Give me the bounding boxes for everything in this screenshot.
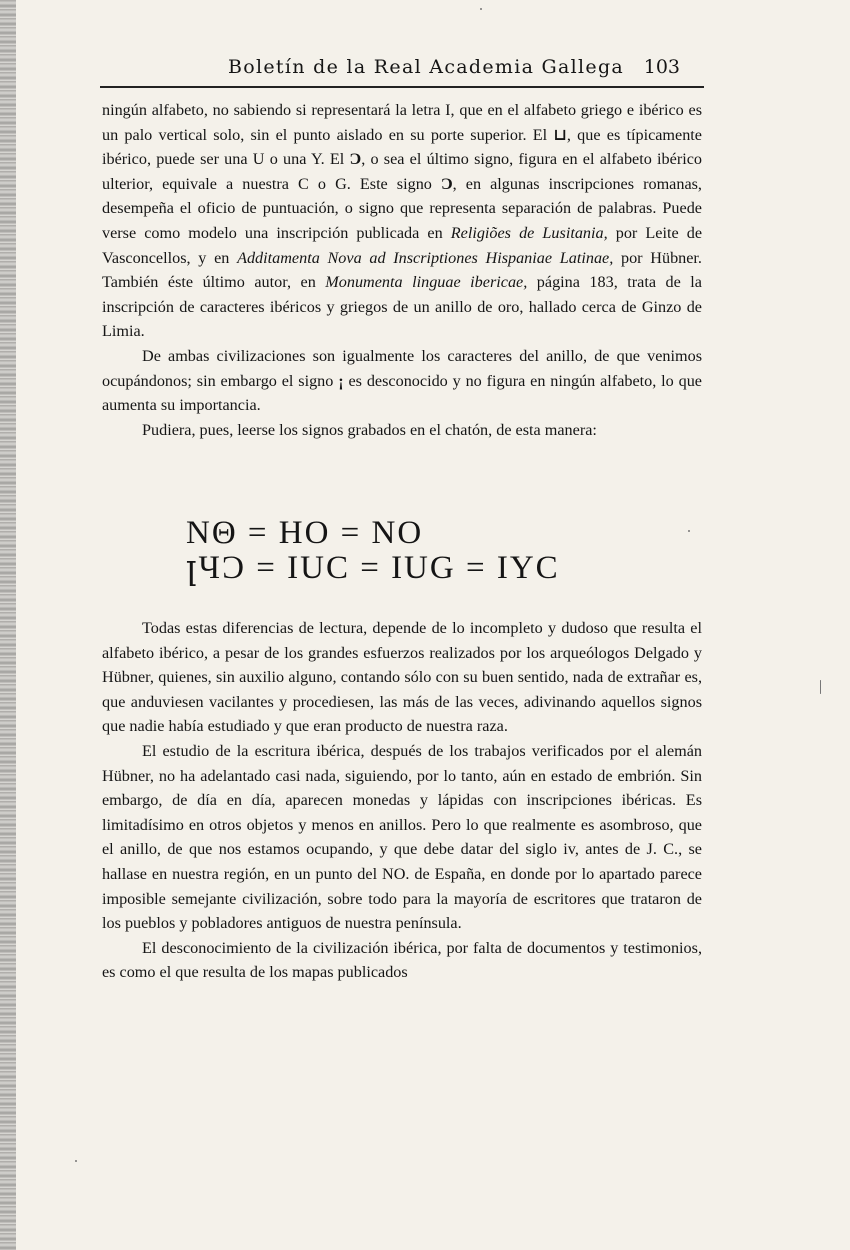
italic-title: Additamenta Nova ad Inscriptiones Hispaniae Latinae,: [237, 248, 614, 267]
paragraph: [102, 344, 702, 418]
paragraph: [102, 418, 702, 443]
paragraph: [102, 936, 702, 985]
print-speck: [688, 530, 690, 532]
iberian-sign: ¡: [338, 371, 344, 390]
page-binding-edge: [0, 0, 16, 1250]
text-run: Pudiera, pues, leerse los signos grabados en el chatón, de esta manera:: [142, 420, 597, 439]
print-speck: [480, 8, 482, 10]
formula-line-1: NΘ = HO = NO: [186, 515, 424, 551]
text-run: De ambas civilizaciones son igualmente los caracteres del anillo, de que venimos ocupándonos; sin embargo el signo: [102, 346, 702, 390]
text-run: El desconocimiento de la civilización ibérica, por falta de documentos y testimonios, es como el que resulta de los mapas publicados: [102, 938, 702, 982]
journal-title: Boletín de la Real Academia Gallega: [228, 56, 625, 78]
text-run: página 183, trata de la inscripción de caracteres ibéricos y griegos de un anillo de oro, hallado cerca de Ginzo de Limia.: [102, 273, 702, 341]
text-run: , que es típicamente ibérico, puede ser una U o una Y. El: [102, 125, 702, 169]
iberian-sign: ⊔: [553, 125, 567, 144]
text-run: Todas estas diferencias de lectura, depende de lo incompleto y dudoso que resulta el alfabeto ibérico, a pesar de los grandes esfuerzos realizados por los arqueólogos Delgado y Hübner, quienes, sin auxilio alguno, contando sólo con su buen sentido, nada de extrañar es, que anduviesen vacilantes y procediesen, las más de las veces, adivinando aquellos signos que nadie había estudiado y que eran producto de nuestra raza.: [102, 619, 702, 736]
body-text-lower: [102, 616, 702, 985]
page-number: 103: [643, 56, 680, 78]
paragraph: [102, 98, 702, 344]
text-run: es desconocido y no figura en ningún alfabeto, lo que aumenta su importancia.: [102, 371, 702, 415]
iberian-sign: Ɔ: [349, 150, 362, 169]
print-speck: [820, 680, 821, 694]
iberian-sign: Ɔ: [440, 174, 453, 193]
text-run: , en algunas inscripciones romanas, desempeña el oficio de puntuación, o signo que representa separación de palabras. Puede verse como modelo una inscripción publicada en: [102, 174, 702, 242]
transliteration-formula: [186, 516, 646, 586]
paragraph: [102, 616, 702, 739]
text-run: ningún alfabeto, no sabiendo si representará la letra I, que en el alfabeto griego e ibérico es un palo vertical solo, sin el punto aislado en su porte superior. El: [102, 101, 702, 144]
italic-title: Religiões de Lusitania,: [450, 223, 608, 242]
text-run: por Hübner. También éste último autor, en: [102, 248, 702, 292]
italic-title: Monumenta linguae ibericae,: [325, 273, 528, 292]
print-speck: [75, 1160, 77, 1162]
running-header: [100, 52, 704, 88]
body-text-upper: [102, 98, 702, 442]
text-run: , o sea el último signo, figura en el alfabeto ibérico ulterior, equivale a nuestra C o G. Este signo: [102, 150, 702, 193]
formula-line-2: ꞁЧƆ = IUC = IUG = IYC: [186, 550, 560, 586]
paragraph: [102, 739, 702, 936]
text-run: por Leite de Vasconcellos, y en: [102, 223, 703, 267]
text-run: El estudio de la escritura ibérica, después de los trabajos verificados por el alemán Hübner, no ha adelantado casi nada, siguiendo, por lo tanto, aún en estado de embrión. Sin embargo, de día en día, aparecen monedas y lápidas con inscripciones ibéricas. Es limitadísimo en otros objetos y menos en anillos. Pero lo que realmente es asombroso, que el anillo, de que nos estamos ocupando, y que debe datar del siglo iv, antes de J. C., se hallase en nuestra región, en un punto del NO. de España, en donde por lo apartado parece imposible semejante civilización, sobre todo para la mayoría de escritores que trataron de los pueblos y pobladores antiguos de nuestra península.: [102, 741, 702, 933]
